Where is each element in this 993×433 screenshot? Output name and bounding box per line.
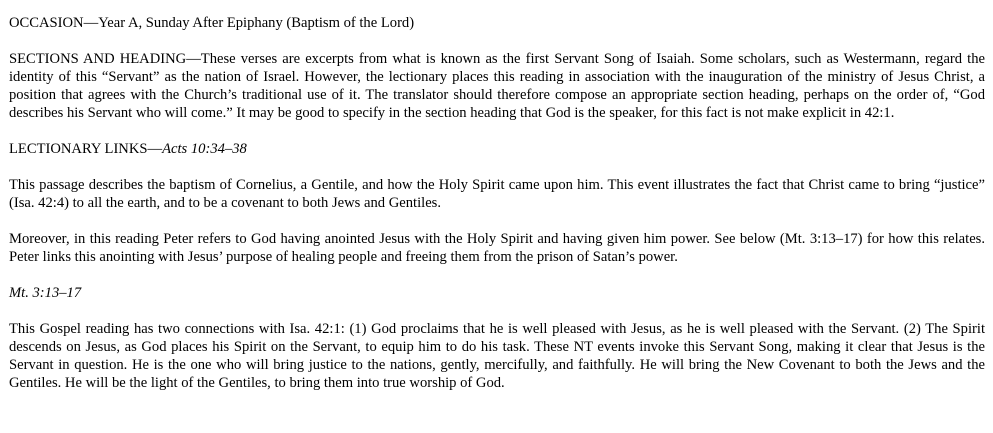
sections-heading-dash: — xyxy=(186,51,201,67)
occasion-label: OCCASION xyxy=(9,15,84,31)
matthew-reference: Mt. 3:13–17 xyxy=(9,285,82,301)
lectionary-links-label: LECTIONARY LINKS xyxy=(9,141,148,157)
occasion-text: Year A, Sunday After Epiphany (Baptism of the Lord) xyxy=(98,15,415,31)
matthew-paragraph: This Gospel reading has two connections with Isa. 42:1: (1) God proclaims that he is well pleased with Jesus, as he is well pleased with the Servant. (2) The Spirit descends on Jesus, as God places his Spirit on the Servant, to equip him to do his task. These NT events invoke this Servant Song, making it clear that Jesus is the Servant in question. He is the one who will bring justice to the nations, gently, mercifully, and faithfully. He will bring the New Covenant to both the Jews and the Gentiles. He will be the light of the Gentiles, to bring them into true worship of God. xyxy=(9,321,985,391)
sections-heading-label: SECTIONS AND HEADING xyxy=(9,51,187,67)
occasion-paragraph xyxy=(9,14,985,32)
acts-reference: Acts 10:34–38 xyxy=(162,141,247,157)
acts-paragraph-1: This passage describes the baptism of Cornelius, a Gentile, and how the Holy Spirit came upon him. This event illustrates the fact that Christ came to bring “justice” (Isa. 42:4) to all the earth, and to be a covenant to both Jews and Gentiles. xyxy=(9,177,985,211)
occasion-dash: — xyxy=(83,15,99,31)
lectionary-links-dash: — xyxy=(147,141,163,157)
lectionary-links-paragraph xyxy=(9,140,985,158)
sections-heading-paragraph xyxy=(9,50,985,122)
acts-paragraph-2: Moreover, in this reading Peter refers to God having anointed Jesus with the Holy Spirit and having given him power. See below (Mt. 3:13–17) for how this relates. Peter links this anointing with Jesus’ purpose of healing people and freeing them from the prison of Satan’s power. xyxy=(9,231,985,265)
sections-heading-text: These verses are excerpts from what is known as the first Servant Song of Isaiah. Some scholars, such as Westermann, regard the identity of this “Servant” as the nation of Israel. However, the lectionary places this reading in association with the inauguration of the ministry of Jesus Christ, a position that agrees with the Church’s traditional use of it. The translator should therefore compose an appropriate section heading, perhaps on the order of, “God describes his Servant who will come.” It may be good to specify in the section heading that God is the speaker, for this fact is not make explicit in 42:1. xyxy=(9,51,985,121)
